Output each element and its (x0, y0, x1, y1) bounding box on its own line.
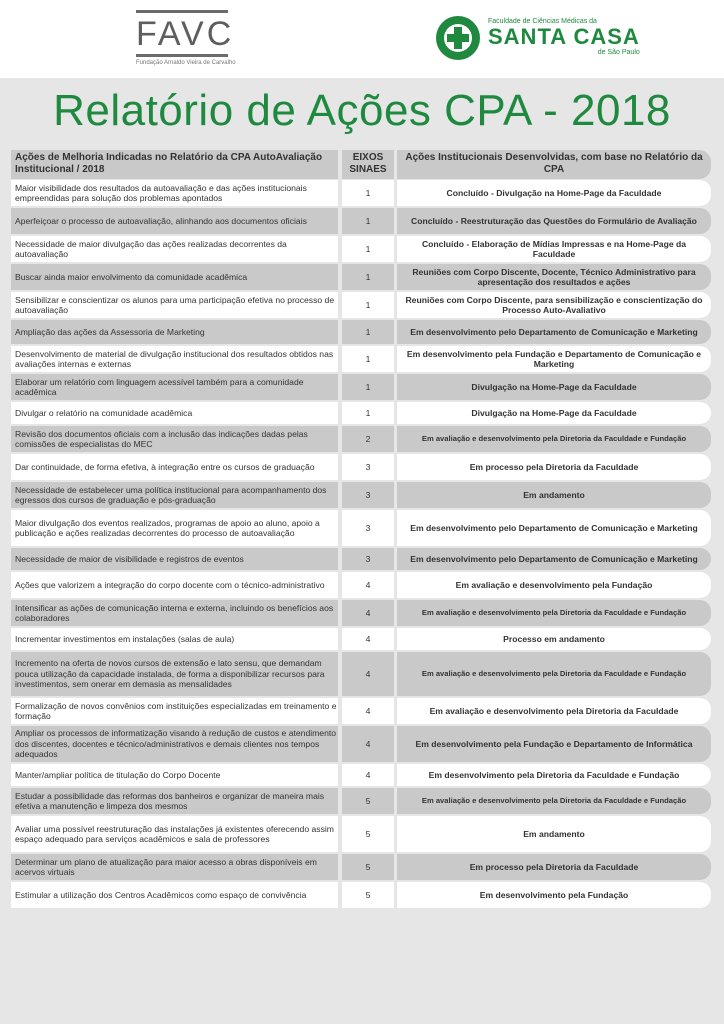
page-title: Relatório de Ações CPA - 2018 (53, 86, 671, 135)
cell-acao: Avaliar uma possível reestruturação das instalações já existentes oferecendo assim espaço adequado para serviços acadêmicos e sala de professores (11, 816, 338, 852)
cell-resposta: Reuniões com Corpo Discente, Docente, Técnico Administrativo para apresentação dos resultados e ações (397, 264, 711, 290)
header-bar (0, 0, 724, 78)
cell-eixo: 5 (342, 882, 394, 908)
cell-acao: Estudar a possibilidade das reformas dos banheiros e organizar de maneira mais efetiva a manutenção e limpeza dos mesmos (11, 788, 338, 814)
table-row (11, 208, 711, 234)
cell-eixo: 1 (342, 320, 394, 344)
cell-resposta: Em desenvolvimento pela Fundação e Departamento de Informática (397, 726, 711, 762)
favc-logo-text: FAVC (136, 15, 235, 53)
cell-resposta: Reuniões com Corpo Discente, para sensibilização e conscientização do Processo Auto-Avaliativo (397, 292, 711, 318)
cell-eixo: 4 (342, 764, 394, 786)
cell-eixo: 5 (342, 788, 394, 814)
cell-resposta: Divulgação na Home-Page da Faculdade (397, 374, 711, 400)
cell-resposta: Divulgação na Home-Page da Faculdade (397, 402, 711, 424)
cell-resposta: Em avaliação e desenvolvimento pela Diretoria da Faculdade e Fundação (397, 788, 711, 814)
cell-acao: Desenvolvimento de material de divulgação institucional dos resultados obtidos nas avaliações internas e externas (11, 346, 338, 372)
cell-resposta: Em processo pela Diretoria da Faculdade (397, 454, 711, 480)
cell-acao: Estimular a utilização dos Centros Acadêmicos como espaço de convivência (11, 882, 338, 908)
cell-acao: Elaborar um relatório com linguagem acessível também para a comunidade acadêmica (11, 374, 338, 400)
cell-eixo: 2 (342, 426, 394, 452)
table-row (11, 264, 711, 290)
cell-eixo: 1 (342, 374, 394, 400)
cell-acao: Dar continuidade, de forma efetiva, à integração entre os cursos de graduação (11, 454, 338, 480)
favc-logo-bar-bottom (136, 54, 228, 57)
cell-eixo: 1 (342, 346, 394, 372)
cell-acao: Maior divulgação dos eventos realizados, programas de apoio ao aluno, apoio a publicação e ações realizadas decorrentes do processo de autoavaliação (11, 510, 338, 546)
table-row (11, 572, 711, 598)
cell-acao: Necessidade de maior de visibilidade e registros de eventos (11, 548, 338, 570)
cell-acao: Aperfeiçoar o processo de autoavaliação, alinhando aos documentos oficiais (11, 208, 338, 234)
cell-resposta: Em avaliação e desenvolvimento pela Diretoria da Faculdade (397, 698, 711, 724)
cell-eixo: 4 (342, 698, 394, 724)
table-row (11, 764, 711, 786)
cell-eixo: 4 (342, 572, 394, 598)
cell-resposta: Em processo pela Diretoria da Faculdade (397, 854, 711, 880)
table-header (11, 150, 711, 179)
cell-resposta: Em desenvolvimento pelo Departamento de Comunicação e Marketing (397, 548, 711, 570)
cell-acao: Necessidade de estabelecer uma política institucional para acompanhamento dos egressos dos cursos de graduação e pós-graduação (11, 482, 338, 508)
table-row (11, 816, 711, 852)
cell-eixo: 4 (342, 600, 394, 626)
cross-icon (436, 16, 480, 60)
cell-eixo: 1 (342, 264, 394, 290)
table-row (11, 180, 711, 206)
santa-casa-line3: de São Paulo (597, 49, 640, 56)
table-row (11, 726, 711, 762)
table-row (11, 698, 711, 724)
table-row (11, 788, 711, 814)
header-acoes: Ações de Melhoria Indicadas no Relatório da CPA AutoAvaliação Institucional / 2018 (11, 150, 338, 179)
santa-casa-line1: Faculdade de Ciências Médicas da (488, 18, 597, 25)
cell-acao: Maior visibilidade dos resultados da autoavaliação e das ações institucionais empreendidas para solução dos problemas apontados (11, 180, 338, 206)
cell-acao: Ações que valorizem a integração do corpo docente com o técnico-administrativo (11, 572, 338, 598)
cell-resposta: Em desenvolvimento pela Diretoria da Faculdade e Fundação (397, 764, 711, 786)
cell-resposta: Em avaliação e desenvolvimento pela Diretoria da Faculdade e Fundação (397, 600, 711, 626)
cell-resposta: Em avaliação e desenvolvimento pela Fundação (397, 572, 711, 598)
table-row (11, 402, 711, 424)
cell-resposta: Em desenvolvimento pelo Departamento de Comunicação e Marketing (397, 320, 711, 344)
cell-acao: Intensificar as ações de comunicação interna e externa, incluindo os benefícios aos colaboradores (11, 600, 338, 626)
header-eixos: EIXOS SINAES (342, 150, 394, 179)
table-row (11, 236, 711, 262)
favc-logo-bar (136, 10, 228, 13)
cell-resposta: Em andamento (397, 482, 711, 508)
cell-eixo: 3 (342, 482, 394, 508)
table-row (11, 320, 711, 344)
cell-acao: Sensibilizar e conscientizar os alunos para uma participação efetiva no processo de autoavaliação (11, 292, 338, 318)
cell-resposta: Concluído - Divulgação na Home-Page da Faculdade (397, 180, 711, 206)
cell-acao: Buscar ainda maior envolvimento da comunidade acadêmica (11, 264, 338, 290)
cell-eixo: 3 (342, 510, 394, 546)
cell-resposta: Em avaliação e desenvolvimento pela Diretoria da Faculdade e Fundação (397, 652, 711, 696)
cell-resposta: Em avaliação e desenvolvimento pela Diretoria da Faculdade e Fundação (397, 426, 711, 452)
table-row (11, 628, 711, 650)
cell-acao: Revisão dos documentos oficiais com a inclusão das indicações dadas pelas comissões de especialistas do MEC (11, 426, 338, 452)
cell-resposta: Em desenvolvimento pelo Departamento de Comunicação e Marketing (397, 510, 711, 546)
cell-eixo: 4 (342, 628, 394, 650)
table-row (11, 510, 711, 546)
cell-resposta: Concluído - Elaboração de Mídias Impressas e na Home-Page da Faculdade (397, 236, 711, 262)
table-row (11, 548, 711, 570)
cell-acao: Formalização de novos convênios com instituições especializadas em treinamento e formação (11, 698, 338, 724)
cell-resposta: Em desenvolvimento pela Fundação e Departamento de Comunicação e Marketing (397, 346, 711, 372)
table-row (11, 292, 711, 318)
cell-eixo: 4 (342, 726, 394, 762)
cell-acao: Manter/ampliar política de titulação do Corpo Docente (11, 764, 338, 786)
cell-acao: Necessidade de maior divulgação das ações realizadas decorrentes da autoavaliação (11, 236, 338, 262)
cell-eixo: 3 (342, 454, 394, 480)
cell-eixo: 3 (342, 548, 394, 570)
santa-casa-line2: SANTA CASA (488, 24, 640, 49)
cell-eixo: 5 (342, 816, 394, 852)
favc-subtitle: Fundação Arnaldo Vieira de Carvalho (136, 60, 236, 66)
table-row (11, 454, 711, 480)
table-row (11, 600, 711, 626)
table-row (11, 346, 711, 372)
cell-resposta: Processo em andamento (397, 628, 711, 650)
cell-resposta: Em andamento (397, 816, 711, 852)
favc-logo (136, 10, 236, 66)
cell-acao: Divulgar o relatório na comunidade acadêmica (11, 402, 338, 424)
table-row (11, 374, 711, 400)
cell-eixo: 1 (342, 180, 394, 206)
cell-eixo: 5 (342, 854, 394, 880)
cell-acao: Ampliação das ações da Assessoria de Marketing (11, 320, 338, 344)
cell-resposta: Em desenvolvimento pela Fundação (397, 882, 711, 908)
header-acoes-institucionais: Ações Institucionais Desenvolvidas, com base no Relatório da CPA (397, 150, 711, 179)
actions-table (11, 150, 711, 910)
cell-acao: Incremento na oferta de novos cursos de extensão e lato sensu, que demandam pouca utilização da capacidade instalada, de forma a disponibilizar recursos para investimentos, sem onerar em demasia as mensalidades (11, 652, 338, 696)
cell-eixo: 4 (342, 652, 394, 696)
cell-eixo: 1 (342, 402, 394, 424)
cell-eixo: 1 (342, 292, 394, 318)
cell-acao: Incrementar investimentos em instalações (salas de aula) (11, 628, 338, 650)
santa-casa-logo (436, 16, 646, 66)
table-row (11, 882, 711, 908)
table-row (11, 854, 711, 880)
cell-acao: Ampliar os processos de informatização visando à redução de custos e atendimento dos discentes, docentes e técnico/administrativos e demais clientes nos tempos adequados (11, 726, 338, 762)
cell-eixo: 1 (342, 208, 394, 234)
table-row (11, 652, 711, 696)
cell-resposta: Concluído - Reestruturação das Questões do Formulário de Avaliação (397, 208, 711, 234)
cell-acao: Determinar um plano de atualização para maior acesso a obras disponíveis em acervos virtuais (11, 854, 338, 880)
cell-eixo: 1 (342, 236, 394, 262)
table-row (11, 426, 711, 452)
table-row (11, 482, 711, 508)
